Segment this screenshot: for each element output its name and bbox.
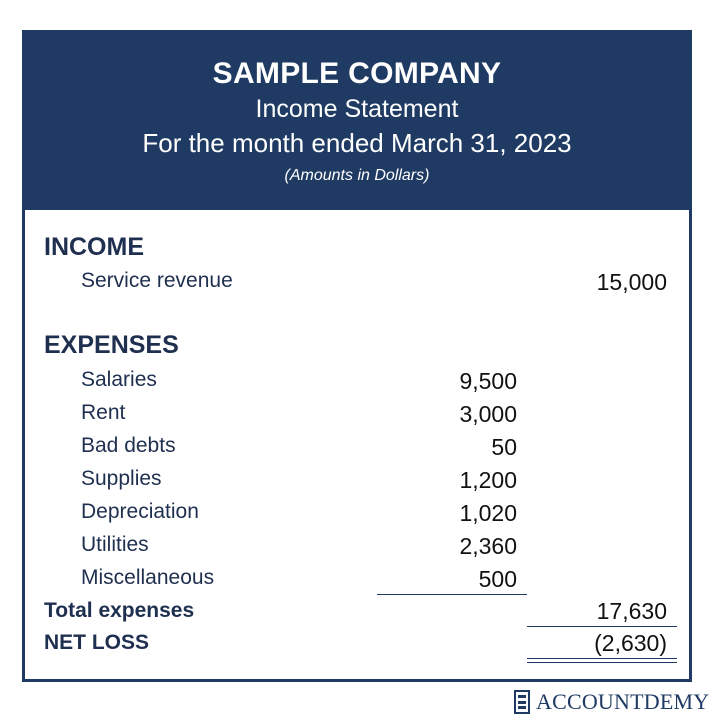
income-statement-card — [22, 30, 692, 682]
expense-label-depreciation: Depreciation — [81, 500, 199, 523]
expense-label-supplies: Supplies — [81, 467, 162, 490]
expense-amount-supplies: 1,200 — [459, 467, 517, 493]
net-loss-double-rule — [527, 658, 677, 663]
expenses-subtotal-rule — [377, 594, 527, 595]
expense-label-miscellaneous: Miscellaneous — [81, 566, 215, 589]
accountdemy-brand — [514, 687, 709, 717]
expense-amount-bad-debts: 50 — [491, 434, 517, 460]
total-expenses-label: Total expenses — [44, 599, 195, 622]
total-expenses-amount: 17,630 — [596, 598, 667, 624]
accountdemy-logo-icon — [514, 690, 530, 714]
service-revenue-label: Service revenue — [81, 269, 233, 292]
total-expenses-rule — [527, 626, 677, 627]
income-heading: INCOME — [44, 233, 144, 261]
service-revenue-amount: 15,000 — [596, 269, 667, 295]
expense-amount-salaries: 9,500 — [459, 368, 517, 394]
statement-header — [25, 33, 689, 210]
expense-label-rent: Rent — [81, 401, 126, 424]
expense-label-bad-debts: Bad debts — [81, 434, 176, 457]
net-loss-amount: (2,630) — [594, 630, 667, 656]
expense-amount-utilities: 2,360 — [459, 533, 517, 559]
expenses-heading: EXPENSES — [44, 331, 179, 359]
expense-label-salaries: Salaries — [81, 368, 157, 391]
brand-name: ACCOUNTDEMY — [536, 689, 710, 714]
statement-period: For the month ended March 31, 2023 — [142, 128, 572, 158]
statement-title: Income Statement — [255, 95, 459, 123]
expense-label-utilities: Utilities — [81, 533, 149, 556]
net-loss-label: NET LOSS — [44, 631, 150, 654]
expense-amount-miscellaneous: 500 — [478, 566, 517, 592]
company-name: SAMPLE COMPANY — [212, 57, 502, 90]
expense-amount-depreciation: 1,020 — [459, 500, 517, 526]
amounts-note: (Amounts in Dollars) — [284, 167, 430, 184]
expense-amount-rent: 3,000 — [459, 401, 517, 427]
